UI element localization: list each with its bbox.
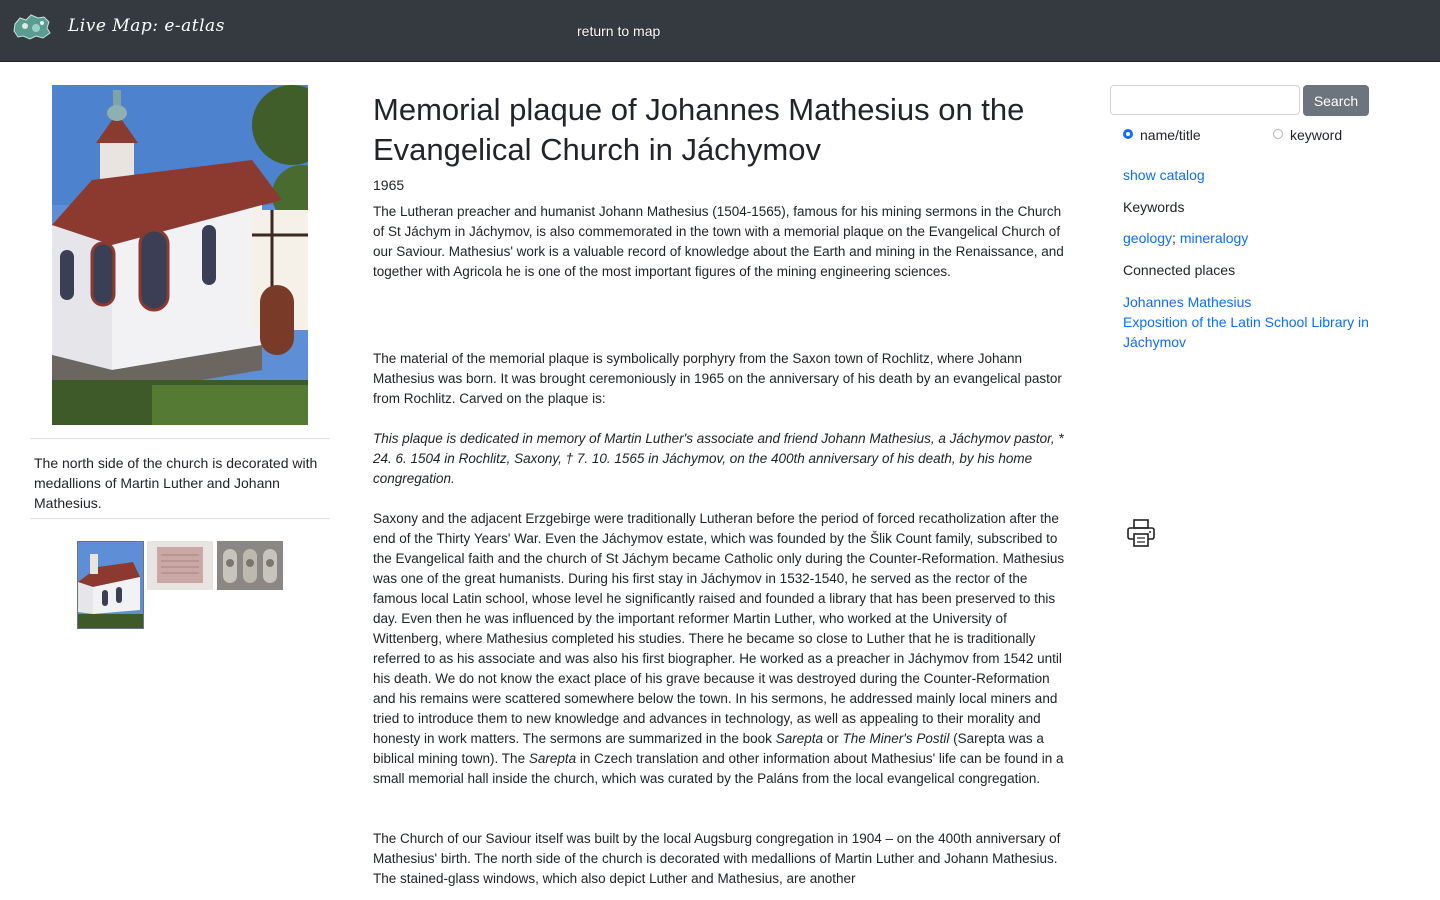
brand-title[interactable]: Live Map: e-atlas [68, 16, 225, 36]
return-to-map-link[interactable]: return to map [577, 23, 661, 39]
printer-icon[interactable] [1126, 518, 1156, 548]
thumbnail-windows[interactable] [217, 541, 283, 590]
radio-keyword-label: keyword [1290, 127, 1343, 143]
radio-keyword[interactable] [1273, 129, 1283, 139]
article-paragraph-inscription [373, 429, 1067, 489]
article-paragraph-church: The Church of our Saviour itself was built by the local Augsburg congregation in 1904 – on the 400th anniversary of Mathesius' birth. The north side of the church is decorated with medallions of Martin Luther and Johann Mathesius. The stained-glass windows, which also depict Luther and Mathesius, are another [373, 831, 1061, 886]
article-paragraph-material: The material of the memorial plaque is symbolically porphyry from the Saxon town of Rochlitz, where Johann Mathesius was born. It was brought ceremoniously in 1965 on the anniversary of his death by an evangelical pastor from Rochlitz. Carved on the plaque is: [373, 351, 1062, 406]
keyword-link-mineralogy[interactable]: mineralogy [1179, 230, 1249, 246]
caption-divider-bottom [30, 518, 330, 519]
thumbnail-church[interactable] [77, 541, 144, 629]
photo-caption: The north side of the church is decorated with medallions of Martin Luther and Johann Mathesius. [34, 455, 318, 511]
thumbnail-plaque[interactable] [147, 541, 213, 590]
inscription-text: This plaque is dedicated in memory of Martin Luther's associate and friend Johann Mathesius, a Jáchymov pastor, * 24. 6. 1504 in Rochlitz, Saxony, † 7. 10. 1565 in Jáchymov, on the 400th anniversary of his death, by his home congregation. [373, 431, 1064, 486]
czech-map-logo-icon[interactable] [12, 12, 52, 42]
show-catalog-link[interactable]: show catalog [1123, 167, 1205, 183]
radio-name-title-label: name/title [1140, 127, 1201, 143]
main-church-photo[interactable] [52, 85, 308, 425]
book-title-postil: The Miner's Postil [842, 731, 950, 746]
connected-place-link-mathesius[interactable]: Johannes Mathesius [1123, 294, 1252, 310]
article-paragraph-history: Saxony and the adjacent Erzgebirge were traditionally Lutheran before the period of forced recatholization after the end of the Thirty Years' War. Even the Jáchymov estate, which was founded by the Šlik Count family, subscribed to the Evangelical faith and the church of St Jáchym became Catholic only during the Counter-Reformation. Mathesius was one of the great humanists. During his first stay in Jáchymov in 1532-1540, he served as the rector of the famous local Latin school, whose level he significantly raised and founded a library that has been preserved to this day. Even then he was influenced by the important reformer Martin Luther, who worked at the University of Wittenberg, where Mathesius completed his studies. There he became so close to Luther that he is traditionally referred to as his associate and was also his first biographer. He worked as a preacher in Jáchymov from 1542 until his death. We do not know the exact place of his grave because it was destroyed during the Counter-Reformation and his remains were scattered somewhere below the town. In his sermons, he addressed mainly local miners and tried to introduce them to new knowledge and advances in technology, as well as appealing to their morality and honesty in work matters. The sermons are summarized in the book Sarepta or The Miner's Postil (Sarepta was a biblical mining town). The Sarepta in Czech translation and other information about Mathesius' life can be found in a small memorial hall inside the church, which was curated by the Paláns from the local evangelical congregation. [373, 511, 1065, 786]
keywords-list: geology; mineralogy [1123, 230, 1249, 246]
connected-place-link-latin-school[interactable]: Exposition of the Latin School Library in Jáchymov [1123, 314, 1369, 350]
article-paragraph-intro: The Lutheran preacher and humanist Johann Mathesius (1504-1565), famous for his mining sermons in the Church of St Jáchym in Jáchymov, is also commemorated in the town with a memorial plaque on the Evangelical Church of our Saviour. Mathesius' work is a valuable record of knowledge about the Earth and mining in the Renaissance, and together with Agricola he is one of the most important figures of the mining engineering sciences. [373, 204, 1064, 279]
page-title: Memorial plaque of Johannes Mathesius on the Evangelical Church in Jáchymov [373, 92, 1025, 167]
caption-divider-top [30, 438, 330, 439]
top-navbar [0, 0, 1440, 62]
connected-places-heading: Connected places [1123, 262, 1236, 278]
book-title-sarepta-2: Sarepta [528, 751, 577, 766]
book-title-sarepta: Sarepta [775, 731, 823, 746]
keywords-heading: Keywords [1123, 199, 1185, 215]
keyword-link-geology[interactable]: geology [1123, 230, 1173, 246]
year-label: 1965 [373, 177, 405, 193]
search-button[interactable]: Search [1303, 85, 1369, 116]
radio-name-title[interactable] [1123, 129, 1133, 139]
search-input[interactable] [1110, 85, 1300, 115]
